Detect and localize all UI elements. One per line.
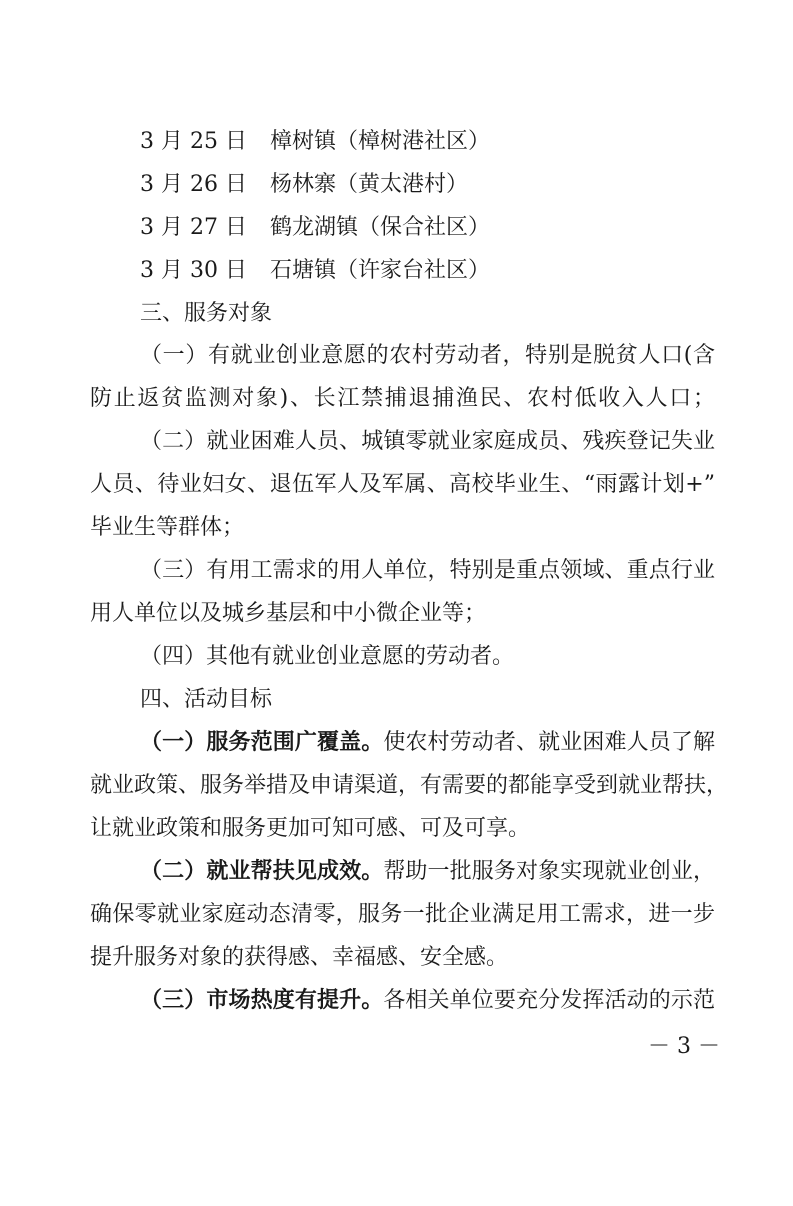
schedule-row [140, 127, 715, 157]
section-heading: 三、服务对象 [140, 301, 273, 326]
section-heading: 四、活动目标 [140, 687, 273, 712]
goal-title: （一）服务范围广覆盖。 [140, 730, 384, 755]
schedule-place: 杨林寨（黄太港村） [270, 172, 469, 197]
goal-title: （二）就业帮扶见成效。 [140, 859, 384, 884]
paragraph-line: 人员、待业妇女、退伍军人及军属、高校毕业生、“雨露计划+” [90, 472, 715, 497]
paragraph-line: 毕业生等群体； [90, 515, 245, 540]
schedule-row [140, 256, 715, 286]
paragraph-line [140, 857, 715, 887]
paragraph-line: 提升服务对象的获得感、幸福感、安全感。 [90, 945, 509, 970]
goal-text: 帮助一批服务对象实现就业创业， [383, 859, 715, 884]
schedule-place: 石塘镇（许家台社区） [270, 258, 491, 283]
schedule-date: 3 月 30 日 [140, 258, 247, 283]
schedule-date: 3 月 27 日 [140, 215, 247, 240]
schedule-place: 樟树镇（樟树港社区） [270, 129, 491, 154]
paragraph-line: （二）就业困难人员、城镇零就业家庭成员、残疾登记失业 [140, 429, 715, 454]
paragraph-line: 让就业政策和服务更加可知可感、可及可享。 [90, 816, 531, 841]
goal-text: 使农村劳动者、就业困难人员了解 [383, 730, 715, 755]
paragraph-line: 就业政策、服务举措及申请渠道，有需要的都能享受到就业帮扶， [90, 773, 729, 798]
goal-text: 各相关单位要充分发挥活动的示范 [383, 988, 715, 1013]
schedule-date: 3 月 26 日 [140, 172, 247, 197]
paragraph-line: 用人单位以及城乡基层和中小微企业等； [90, 601, 487, 626]
paragraph-line [140, 728, 715, 758]
schedule-place: 鹤龙湖镇（保合社区） [270, 215, 491, 240]
paragraph-line: （一）有就业创业意愿的农村劳动者，特别是脱贫人口(含 [140, 343, 715, 368]
paragraph-line: 防止返贫监测对象)、长江禁捕退捕渔民、农村低收入人口； [90, 386, 715, 411]
paragraph-line: 确保零就业家庭动态清零，服务一批企业满足用工需求，进一步 [90, 902, 715, 927]
paragraph-line [140, 986, 715, 1016]
schedule-row [140, 170, 715, 200]
page-number: － 3 － [648, 1034, 720, 1059]
schedule-row [140, 213, 715, 243]
goal-title: （三）市场热度有提升。 [140, 988, 384, 1013]
schedule-date: 3 月 25 日 [140, 129, 247, 154]
paragraph-line: （三）有用工需求的用人单位，特别是重点领域、重点行业 [140, 558, 715, 583]
paragraph-line: （四）其他有就业创业意愿的劳动者。 [140, 644, 515, 669]
